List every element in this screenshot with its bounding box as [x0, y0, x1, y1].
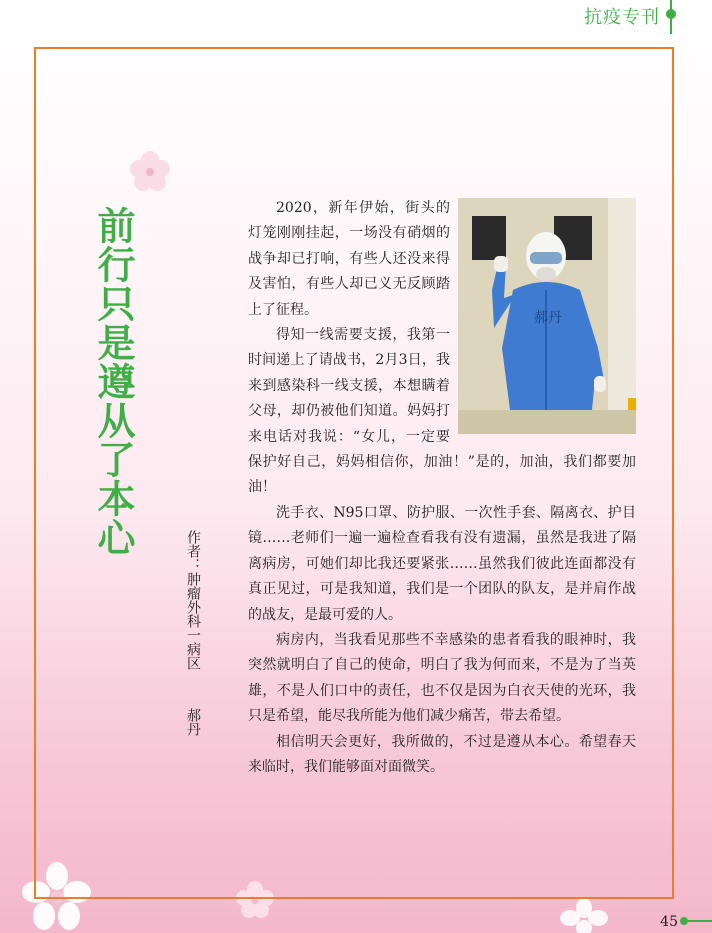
nurse-in-protective-suit-image	[458, 198, 636, 434]
article-body	[248, 196, 636, 780]
blossom-decoration-bottom-right	[560, 898, 608, 933]
gown-text: 郝丹	[534, 310, 562, 326]
nurse-photo	[458, 198, 636, 434]
section-label: 抗疫专刊	[584, 7, 660, 28]
footer-divider	[688, 920, 712, 922]
paragraph-1: 2020，新年伊始，街头的灯笼刚刚挂起，一场没有硝烟的战争却已打响，有些人还没来得及害怕，有些人却已义无反顾踏上了征程。	[248, 200, 450, 318]
page-number: 45	[660, 914, 678, 930]
article-title: 前行只是遵从了本心	[91, 206, 135, 557]
author-byline	[183, 530, 203, 770]
page-dot-icon	[680, 917, 688, 925]
paragraph-5: 相信明天会更好，我所做的，不过是遵从本心。希望春天来临时，我们能够面对面微笑。	[248, 733, 636, 775]
paragraph-3: 洗手衣、N95口罩、防护服、一次性手套、隔离衣、护目镜……老师们一遍一遍检查看我有没有遗漏，虽然是我进了隔离病房，可她们却比我还要紧张……虽然我们彼此连面都没有真正见过，可是我知道，我们是一个团队的队友，是并肩作战的战友，是最可爱的人。	[248, 504, 636, 623]
paragraph-4: 病房内，当我看见那些不幸感染的患者看我的眼神时，我突然就明白了自己的使命，明白了我为何而来，不是为了当英雄，不是人们口中的责任，也不仅是因为白衣天使的光环，我只是希望，能尽我所能为他们减少痛苦，带去希望。	[248, 631, 636, 725]
author-name: 郝丹	[185, 708, 201, 736]
header-dot-icon	[666, 9, 676, 19]
paragraph-2: 得知一线需要支援，我第一时间递上了请战书，2月3日，我来到感染科一线支援，本想瞒着父母，却仍被他们知道。妈妈打来电话对我说：“女儿，一定要保护好自己，妈妈相信你，加油！”是的，加油，我们都要加油！	[248, 327, 636, 496]
author-label: 作者：肿瘤外科一病区	[185, 530, 201, 670]
